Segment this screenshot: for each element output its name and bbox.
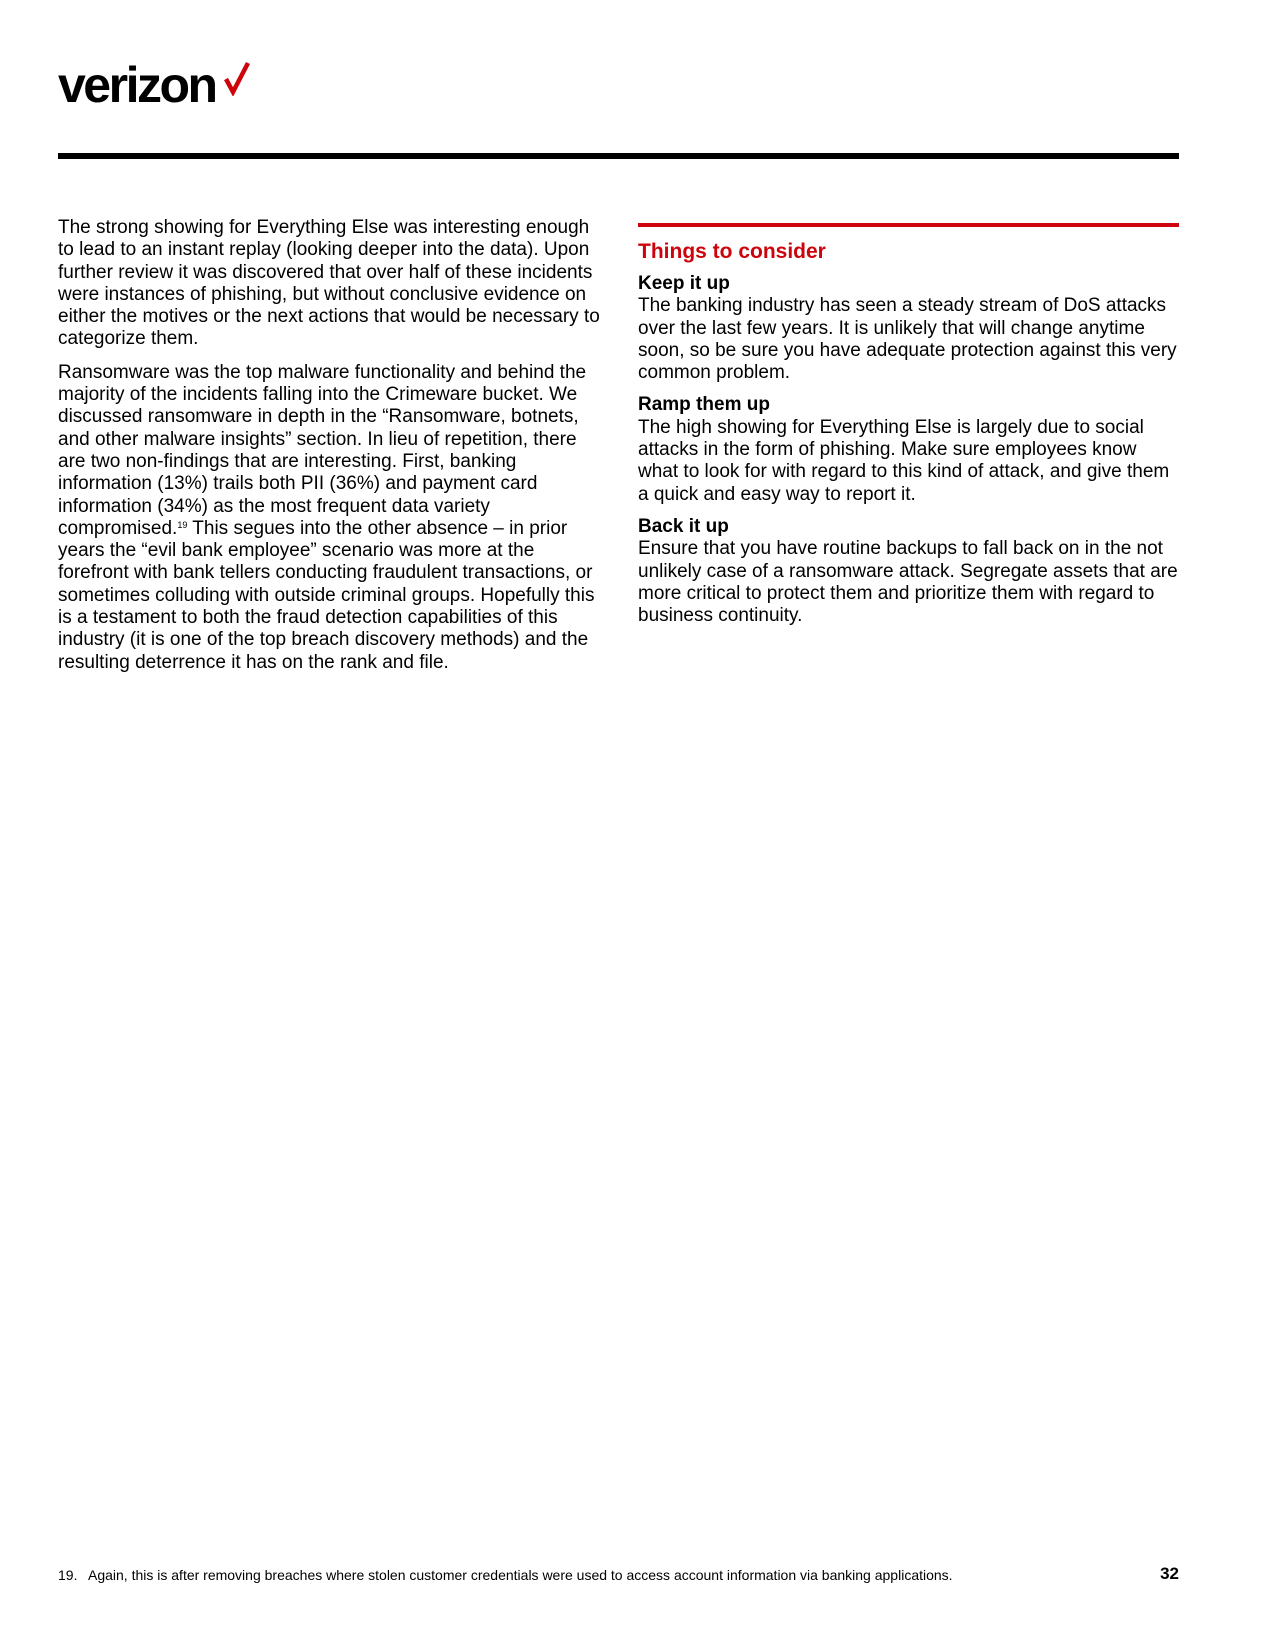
main-column [58, 217, 603, 685]
body-paragraph: The strong showing for Everything Else was interesting enough to lead to an instant replay (looking deeper into the data). Upon further review it was discovered that over half of these incidents were instances of phishing, but without conclusive evidence on either the motives or the next actions that would be necessary to categorize them. [58, 217, 600, 350]
body-paragraph [58, 362, 603, 674]
panel-accent-rule [638, 223, 1179, 227]
tip-body: The high showing for Everything Else is largely due to social attacks in the form of phishing. Make sure employees know what to look for with regard to this kind of attack, and give them a quick and easy way to report it. [638, 416, 1170, 505]
panel-title: Things to consider [638, 240, 826, 263]
footnote-number: 19. [58, 1567, 78, 1583]
tip-heading: Keep it up [638, 273, 730, 294]
paragraph-text: This segues into the other absence – in prior years the “evil bank employee” scenario was more at the forefront with bank tellers conducting fraudulent transactions, or sometimes colluding with outside criminal groups. Hopefully this is a testament to both the fraud detection capabilities of this industry (it is one of the top breach discovery methods) and the resulting deterrence it has on the rank and file. [58, 517, 595, 673]
header-divider [58, 153, 1179, 159]
tip-body: The banking industry has seen a steady stream of DoS attacks over the last few years. It is unlikely that will change anytime soon, so be sure you have adequate protection against this very common problem. [638, 295, 1177, 384]
footnote-text: Again, this is after removing breaches where stolen customer credentials were used to access account information via banking applications. [88, 1567, 953, 1583]
tip-body: Ensure that you have routine backups to fall back on in the not unlikely case of a ransomware attack. Segregate assets that are more critical to protect them and prioritize them with regard to business continuity. [638, 538, 1178, 627]
things-to-consider-panel [638, 223, 1179, 637]
page-number: 32 [1160, 1564, 1179, 1583]
tip-back-it-up [638, 516, 1179, 627]
paragraph-text: Ransomware was the top malware functionality and behind the majority of the incidents falling into the Crimeware bucket. We discussed ransomware in depth in the “Ransomware, botnets, and other malware insights” section. In lieu of repetition, there are two non-findings that are interesting. First, banking information (13%) trails both PII (36%) and payment card information (34%) as the most frequent data variety compromised. [58, 361, 587, 539]
footnote-reference: 19 [177, 519, 188, 530]
footnote [58, 1566, 1058, 1584]
checkmark-icon [223, 60, 251, 96]
tip-heading: Ramp them up [638, 394, 770, 416]
tip-keep-it-up [638, 273, 1179, 384]
tip-heading: Back it up [638, 515, 729, 537]
verizon-logo: verizon [58, 57, 216, 113]
tip-ramp-them-up [638, 394, 1179, 505]
